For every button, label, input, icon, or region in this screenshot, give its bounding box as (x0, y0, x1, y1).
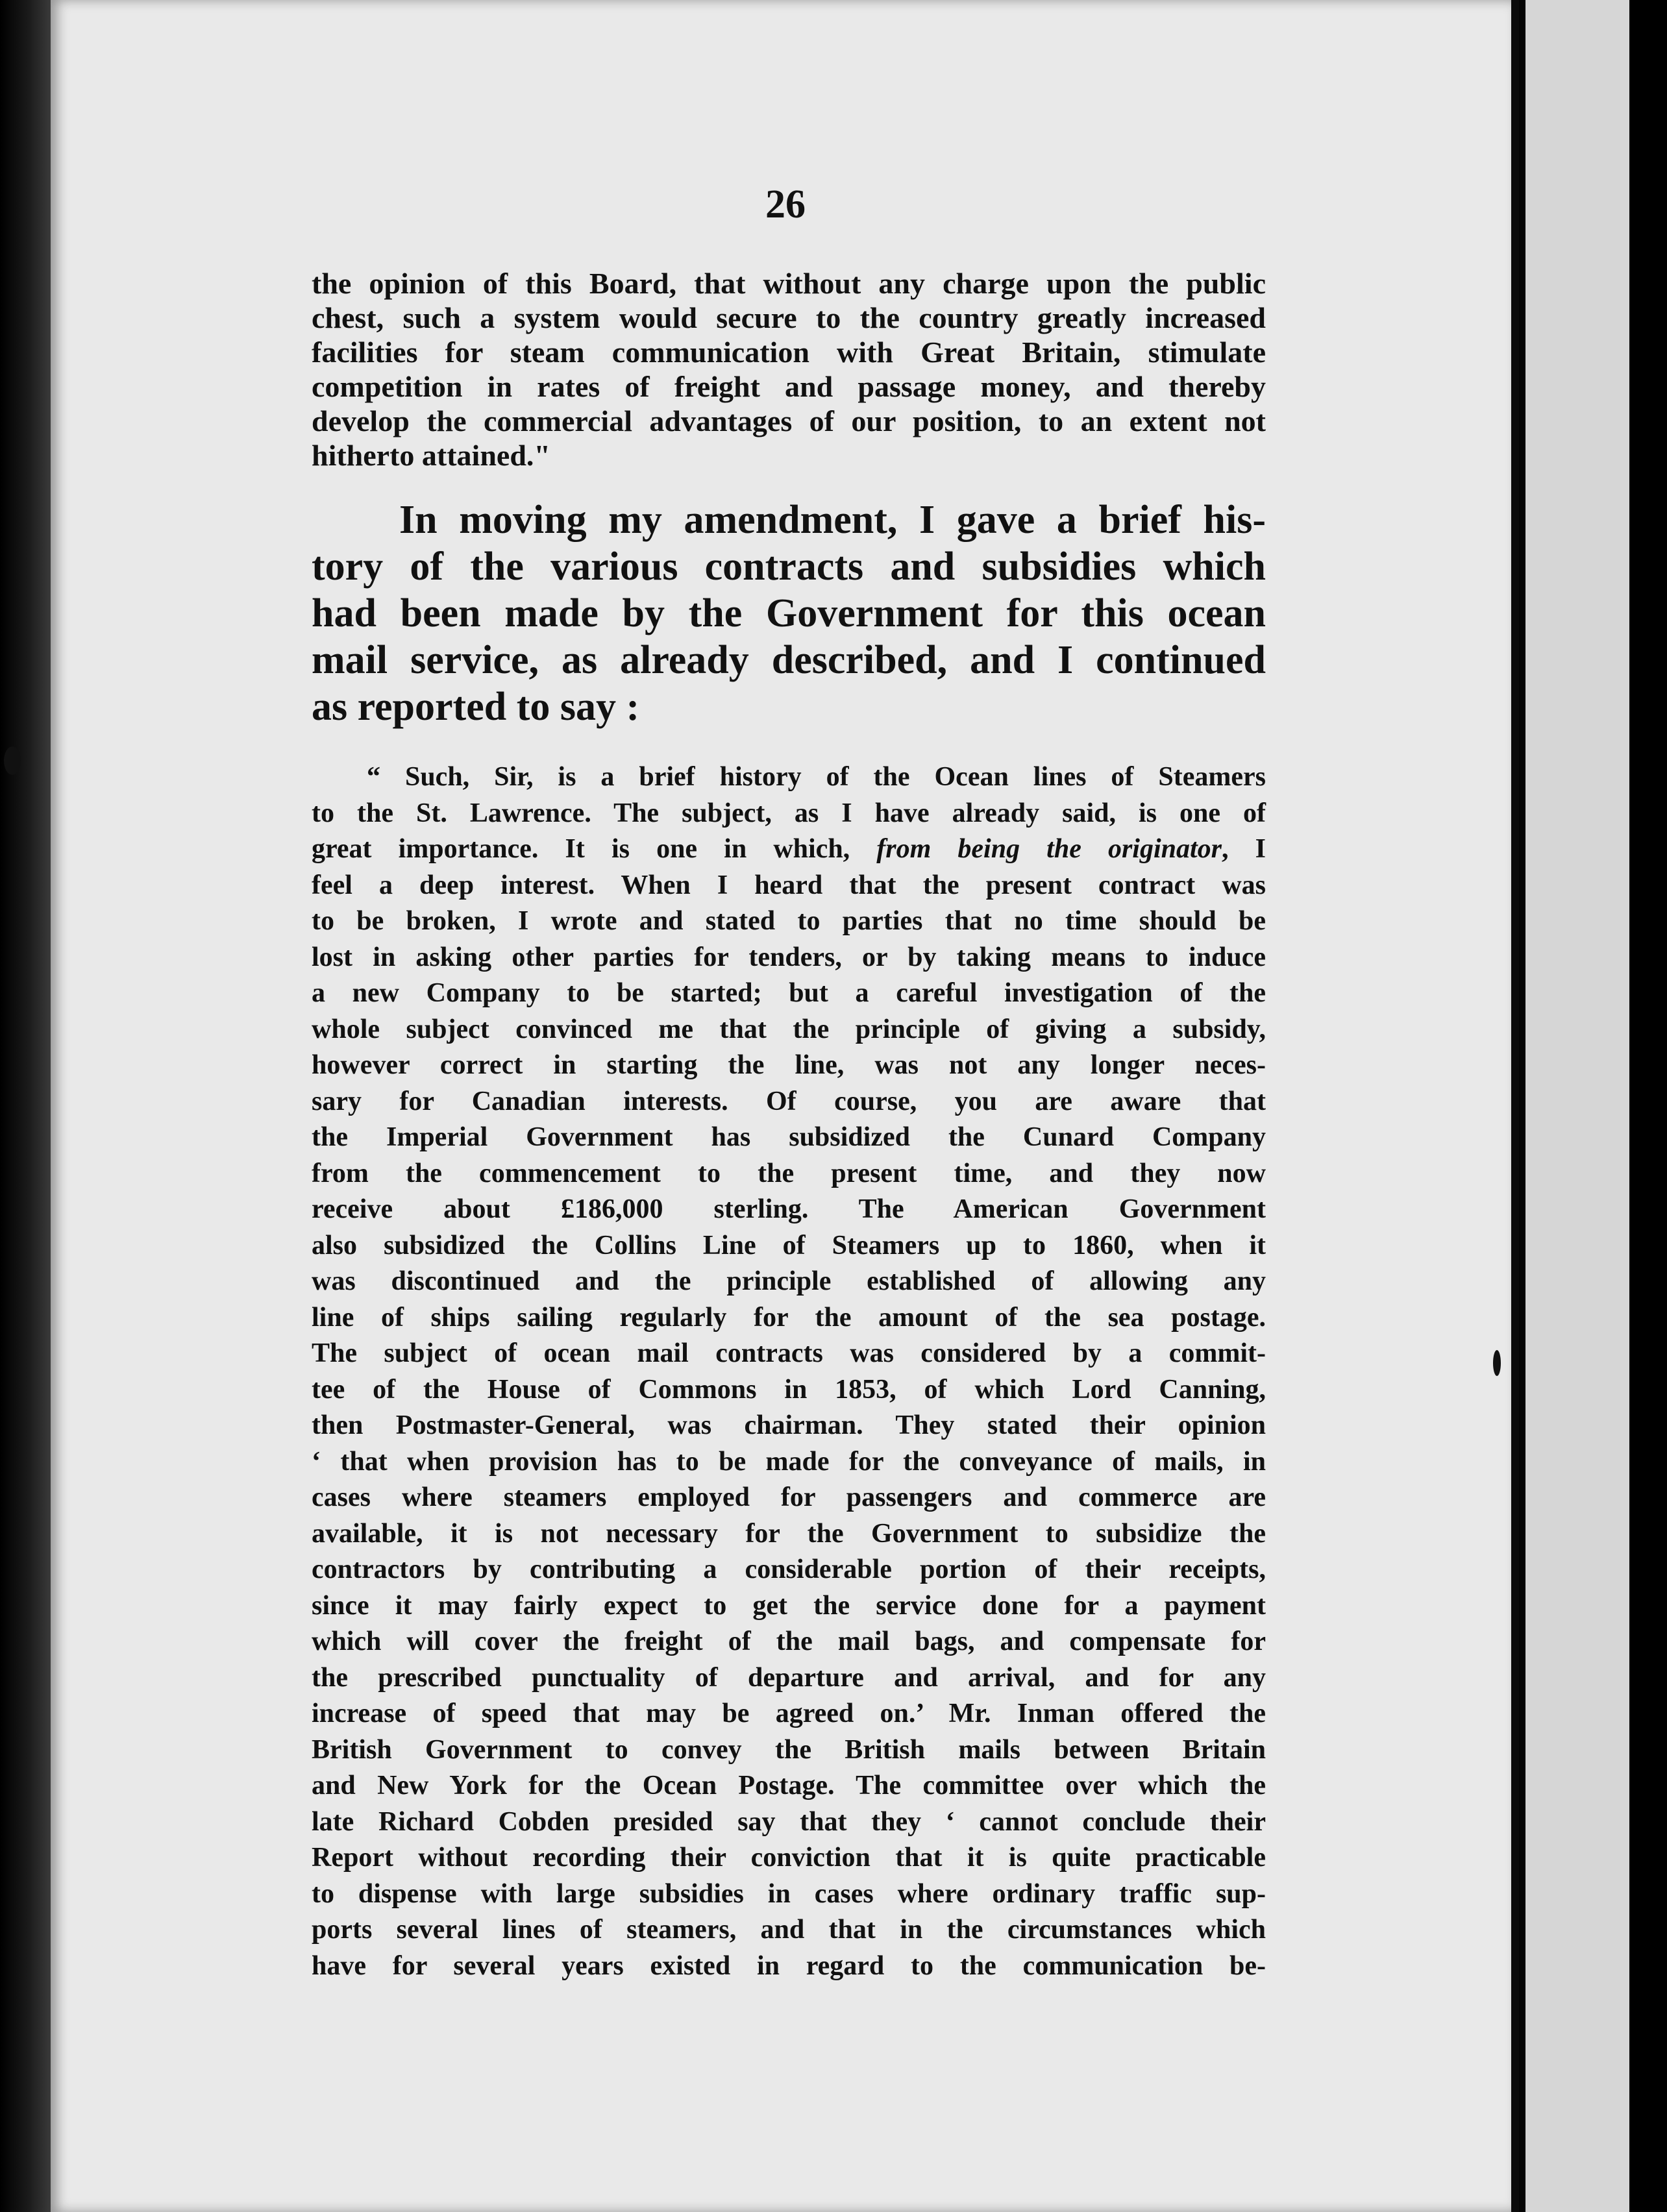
text-line: feel a deep interest. When I heard that the present contract was (312, 870, 1266, 900)
text-line: which will cover the freight of the mail bags, and compensate for (312, 1627, 1266, 1656)
text-line: however correct in starting the line, was not any longer neces- (312, 1050, 1266, 1080)
text-line: was discontinued and the principle established of allowing any (312, 1266, 1266, 1296)
text-line: develop the commercial advantages of our position, to an extent not (312, 404, 1266, 437)
text-line: British Government to convey the British mails between Britain (312, 1734, 1266, 1765)
scan-border (1629, 0, 1667, 2212)
text-line: hitherto attained." (312, 439, 550, 472)
text-line: ‘ that when provision has to be made for the conveyance of mails, in (312, 1446, 1266, 1477)
text-line: contractors by contributing a considerable portion of their receipts, (312, 1555, 1266, 1584)
text-line: chest, such a system would secure to the country greatly increased (312, 301, 1266, 334)
narration-paragraph (312, 497, 1266, 730)
text-line: late Richard Cobden presided say that they ‘ cannot conclude their (312, 1806, 1266, 1837)
text-line: In moving my amendment, I gave a brief his- (399, 498, 1266, 542)
text-line: a new Company to be started; but a careful investigation of the (312, 978, 1266, 1008)
text-line: tee of the House of Commons in 1853, of which Lord Canning, (312, 1374, 1266, 1405)
text-line: “ Such, Sir, is a brief history of the Ocean lines of Steamers (367, 762, 1266, 792)
text-line: whole subject convinced me that the principle of giving a subsidy, (312, 1014, 1266, 1044)
text-line: available, it is not necessary for the Government to subsidize the (312, 1518, 1266, 1549)
text-line: facilities for steam communication with Great Britain, stimulate (312, 336, 1266, 369)
text-line: Report without recording their conviction that it is quite practicable (312, 1843, 1266, 1873)
text-line: the prescribed punctuality of departure and arrival, and for any (312, 1662, 1266, 1693)
page-number: 26 (765, 182, 806, 227)
text-line: cases where steamers employed for passengers and commerce are (312, 1482, 1266, 1512)
text-line-with-italic (312, 831, 1266, 868)
text-line: then Postmaster-General, was chairman. They stated their opinion (312, 1410, 1266, 1440)
text-line: to be broken, I wrote and stated to parties that no time should be (312, 906, 1266, 936)
text-line: to the St. Lawrence. The subject, as I have already said, is one of (312, 798, 1266, 828)
text-line: to dispense with large subsidies in cases where ordinary traffic sup- (312, 1878, 1266, 1909)
text-run: , I (1222, 834, 1266, 864)
quoted-resolution (312, 266, 1266, 473)
speech-quotation (312, 759, 1266, 1984)
text-line: the opinion of this Board, that without any charge upon the public (312, 267, 1266, 300)
text-line: The subject of ocean mail contracts was considered by a commit- (312, 1338, 1266, 1368)
text-line: tory of the various contracts and subsidies which (312, 545, 1266, 589)
text-line: as reported to say : (312, 685, 640, 729)
text-line: the Imperial Government has subsidized the Cunard Company (312, 1122, 1266, 1152)
text-line: receive about £186,000 sterling. The American Government (312, 1194, 1266, 1224)
text-line: sary for Canadian interests. Of course, you are aware that (312, 1086, 1266, 1116)
text-line: line of ships sailing regularly for the amount of the sea postage. (312, 1302, 1266, 1333)
text-line: competition in rates of freight and passage money, and thereby (312, 370, 1266, 403)
text-run: great importance. It is one in which, (312, 834, 877, 864)
italic-phrase: from being the originator (876, 834, 1222, 864)
text-line: also subsidized the Collins Line of Steamers up to 1860, when it (312, 1230, 1266, 1260)
text-line: lost in asking other parties for tenders, or by taking means to induce (312, 942, 1266, 972)
speck (4, 746, 21, 775)
text-line: ports several lines of steamers, and that in the circumstances which (312, 1915, 1266, 1945)
binding-shadow (0, 0, 51, 2212)
text-line: have for several years existed in regard to the communication be- (312, 1950, 1266, 1981)
facing-page-edge (1519, 0, 1636, 2212)
text-line: from the commencement to the present time, and they now (312, 1158, 1266, 1188)
text-line: increase of speed that may be agreed on.’ Mr. Inman offered the (312, 1699, 1266, 1728)
text-line: since it may fairly expect to get the service done for a payment (312, 1590, 1266, 1621)
text-line: mail service, as already described, and I continued (312, 638, 1266, 682)
text-line: and New York for the Ocean Postage. The committee over which the (312, 1771, 1266, 1800)
text-line: had been made by the Government for this ocean (312, 591, 1266, 635)
speck (1493, 1350, 1501, 1376)
